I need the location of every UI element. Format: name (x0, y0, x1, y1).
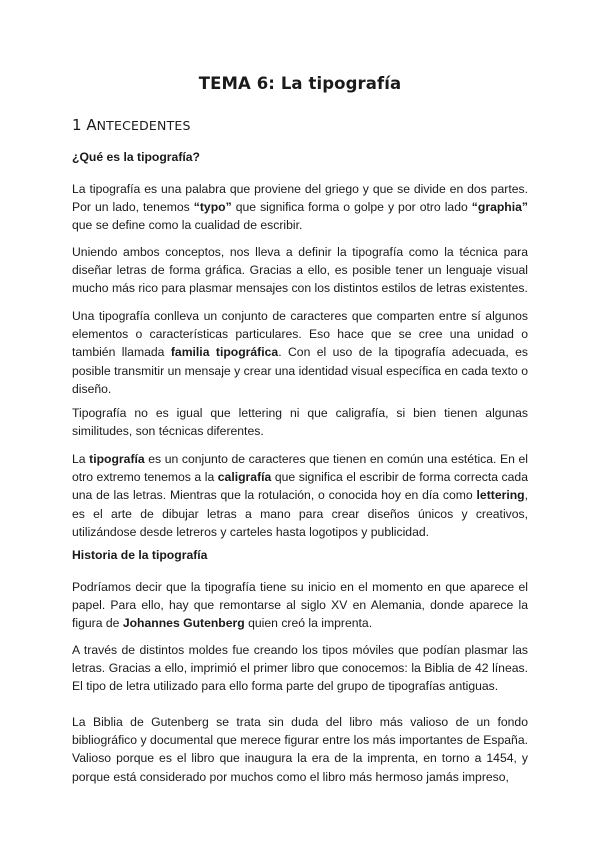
question-heading: ¿Qué es la tipografía? (72, 150, 200, 164)
bold-graphia: “graphia” (471, 200, 528, 215)
section-label (86, 116, 190, 134)
section-label-initial: A (86, 116, 97, 134)
paragraph-6: Podríamos decir que la tipografía tiene su inicio en el momento en que aparece el papel. Para ello, hay que remontarse al siglo XV en Alemania, donde aparece la figura de Johannes Gutenberg quien creó la imprenta. (72, 580, 528, 631)
document-title: TEMA 6: La tipografía (198, 74, 402, 93)
paragraph-1: La tipografía es una palabra que proviene del griego y que se divide en dos partes. Por un lado, tenemos “typo” que significa forma o golpe y por otro lado “graphia” que se define como la cualidad de escribir. (72, 182, 528, 233)
section-label-rest: NTECEDENTES (96, 118, 191, 133)
bold-familia-tipografica: familia tipográfica (170, 345, 279, 360)
paragraph-5: La tipografía es un conjunto de caracteres que tienen en común una estética. En el otro extremo tenemos a la caligrafía que significa el escribir de forma correcta cada una de las letras. Mientras que la rotulación, o conocida hoy en día como lettering, es el arte de dibujar letras a mano para crear diseños únicos y creativos, utilizándose desde letreros y carteles hasta logotipos y publicidad. (72, 452, 528, 539)
paragraph-3: Una tipografía conlleva un conjunto de caracteres que comparten entre sí algunos elementos o características particulares. Eso hace que se cree una unidad o también llamada familia tipográfica. Con el uso de la tipografía adecuada, es posible transmitir un mensaje y crear una identidad visual específica en cada texto o diseño. (72, 309, 529, 396)
bold-johannes-gutenberg: Johannes Gutenberg (122, 616, 245, 631)
paragraph-7: A través de distintos moldes fue creando los tipos móviles que podían plasmar las letras. Gracias a ello, imprimió el primer libro que conocemos: la Biblia de 42 líneas. El tipo de letra utilizado para ello forma parte del grupo de tipografías antiguas. (72, 643, 528, 694)
history-heading: Historia de la tipografía (72, 548, 208, 562)
paragraph-4: Tipografía no es igual que lettering ni que caligrafía, si bien tienen algunas similitudes, son técnicas diferentes. (72, 406, 528, 439)
section-number: 1 (72, 116, 82, 134)
bold-tipografia: tipografía (89, 452, 145, 466)
paragraph-2: Uniendo ambos conceptos, nos lleva a definir la tipografía como la técnica para diseñar letras de forma gráfica. Gracias a ello, es posible tener un lenguaje visual mucho más rico para plasmar mensajes con los distintos estilos de letras existentes. (72, 245, 528, 296)
bold-typo: “typo” (193, 200, 232, 215)
section-heading (72, 116, 191, 134)
bold-caligrafia: caligrafía (217, 470, 272, 485)
paragraph-8: La Biblia de Gutenberg se trata sin duda del libro más valioso de un fondo bibliográfico y documental que merece figurar entre los más importantes de España. Valioso porque es el libro que inaugura la era de la imprenta, en torno a 1454, y porque está considerado por muchos como el libro más hermoso jamás impreso, (72, 715, 528, 784)
bold-lettering: lettering (476, 488, 525, 503)
